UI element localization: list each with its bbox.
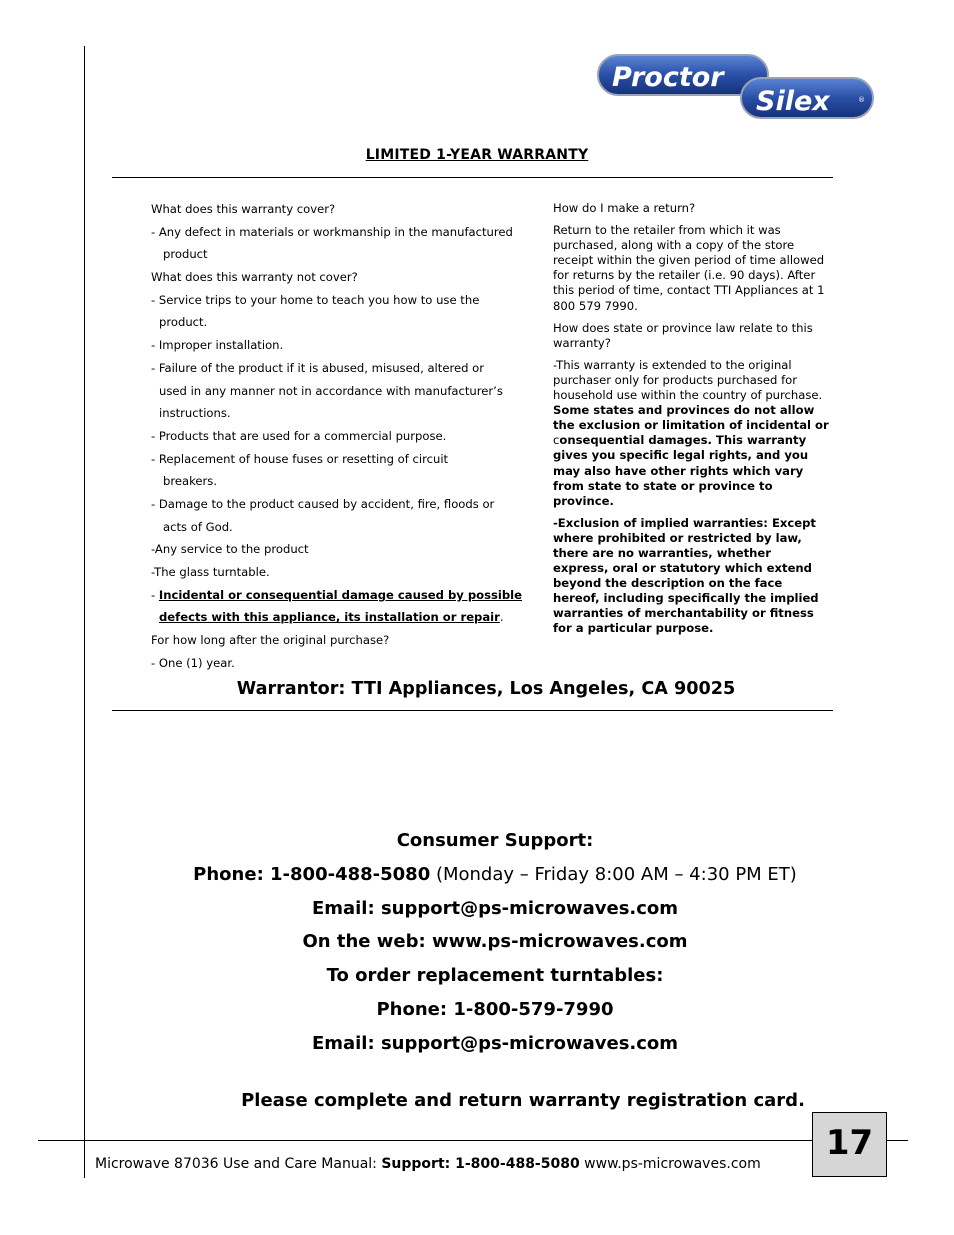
logo-text-proctor: Proctor — [612, 62, 724, 93]
proctor-silex-logo — [596, 52, 878, 122]
warranty-left-column — [151, 201, 523, 677]
footer-support: Support: 1-800-488-5080 — [381, 1156, 580, 1172]
support-website: On the web: www.ps-microwaves.com — [302, 931, 688, 953]
incidental-dash: - — [151, 587, 159, 602]
exclusion-fuses-line-1: - Replacement of house fuses or resetting of circuit — [151, 451, 449, 466]
support-email: Email: support@ps-microwaves.com — [311, 897, 679, 919]
incidental-period: . — [499, 610, 504, 625]
page-footer — [95, 1156, 761, 1172]
exclusion-incidental-line-2 — [151, 609, 523, 632]
warranty-right-column — [553, 201, 829, 644]
page-number: 17 — [812, 1112, 887, 1177]
support-phone-hours: (Monday – Friday 8:00 AM – 4:30 PM ET) — [430, 863, 797, 885]
title-divider — [112, 177, 833, 178]
footer-rule — [38, 1140, 908, 1141]
consumer-support-heading: Consumer Support: — [396, 830, 594, 851]
warrantor-divider — [112, 710, 833, 711]
exclusion-failure-line-3: instructions. — [159, 406, 231, 421]
not-cover-question: What does this warranty not cover? — [151, 270, 358, 285]
return-answer: Return to the retailer from which it was purchased, along with a copy of the store receipt within the given period of time allowed for returns by the retailer (i.e. 90 days). After this period of time, contact TTI Appliances at 1 800 579 7990. — [553, 223, 825, 313]
footer-manual: Microwave 87036 Use and Care Manual: — [95, 1156, 382, 1172]
state-law-bold-2: onsequential damages. This warranty gives you specific legal rights, and you may also have other rights which vary from state to state or province to province. — [553, 433, 809, 508]
state-law-answer — [553, 358, 829, 509]
exclusion-any-service: -Any service to the product — [151, 542, 309, 557]
cover-item-line-1: - Any defect in materials or workmanship in the manufactured — [151, 224, 513, 239]
state-law-c: c — [553, 433, 560, 448]
support-phone-line — [0, 860, 954, 894]
exclusion-incidental-line-1 — [151, 587, 523, 610]
exclusion-commercial: - Products that are used for a commercial purpose. — [151, 428, 447, 443]
turntable-email: Email: support@ps-microwaves.com — [311, 1032, 679, 1054]
exclusion-service-line-1: - Service trips to your home to teach you how to use the — [151, 292, 480, 307]
exclusion-installation: - Improper installation. — [151, 338, 284, 353]
exclusion-damage-line-2: acts of God. — [163, 519, 233, 534]
state-law-bold-1: Some states and provinces do not allow the exclusion or limitation of incidental or — [553, 403, 829, 433]
logo-registered-mark: ® — [858, 96, 865, 104]
registration-card-notice: Please complete and return warranty registration card. — [241, 1090, 805, 1111]
consumer-support-block — [0, 826, 954, 1063]
warrantor-line: Warrantor: TTI Appliances, Los Angeles, CA 90025 — [236, 679, 736, 699]
exclusion-service-line-2: product. — [159, 315, 208, 330]
exclusion-failure-line-1: - Failure of the product if it is abused, misused, altered or — [151, 360, 485, 375]
turntable-order-heading: To order replacement turntables: — [326, 965, 664, 987]
warranty-title: LIMITED 1-YEAR WARRANTY — [365, 147, 589, 163]
state-law-plain: -This warranty is extended to the original purchaser only for products purchased for household use within the country of purchase. — [553, 357, 823, 403]
state-law-question: How does state or province law relate to this warranty? — [553, 320, 813, 350]
exclusion-damage-line-1: - Damage to the product caused by accident, fire, floods or — [151, 496, 495, 511]
incidental-text-1: Incidental or consequential damage caused by possible — [158, 587, 523, 602]
exclusion-glass-turntable: -The glass turntable. — [151, 565, 270, 579]
support-phone-label: Phone: 1-800-488-5080 — [193, 863, 431, 885]
footer-website: www.ps-microwaves.com — [579, 1156, 761, 1172]
turntable-phone: Phone: 1-800-579-7990 — [376, 998, 614, 1020]
how-long-answer: - One (1) year. — [151, 655, 235, 670]
cover-item-line-2: product — [163, 247, 208, 262]
exclusion-failure-line-2: used in any manner not in accordance with manufacturer’s — [159, 383, 503, 398]
return-question: How do I make a return? — [553, 201, 696, 215]
cover-question: What does this warranty cover? — [151, 202, 336, 216]
implied-warranties-exclusion: -Exclusion of implied warranties: Except where prohibited or restricted by law, there are no warranties, whether express, oral or statutory which extend beyond the description on the face hereof, including specifically the implied warranties of merchantability or fitness for a particular purpose. — [553, 515, 819, 636]
exclusion-fuses-line-2: breakers. — [163, 474, 218, 489]
logo-text-silex: Silex — [756, 86, 830, 117]
incidental-text-2: defects with this appliance, its installation or repair — [159, 610, 500, 625]
how-long-question: For how long after the original purchase? — [151, 633, 390, 648]
